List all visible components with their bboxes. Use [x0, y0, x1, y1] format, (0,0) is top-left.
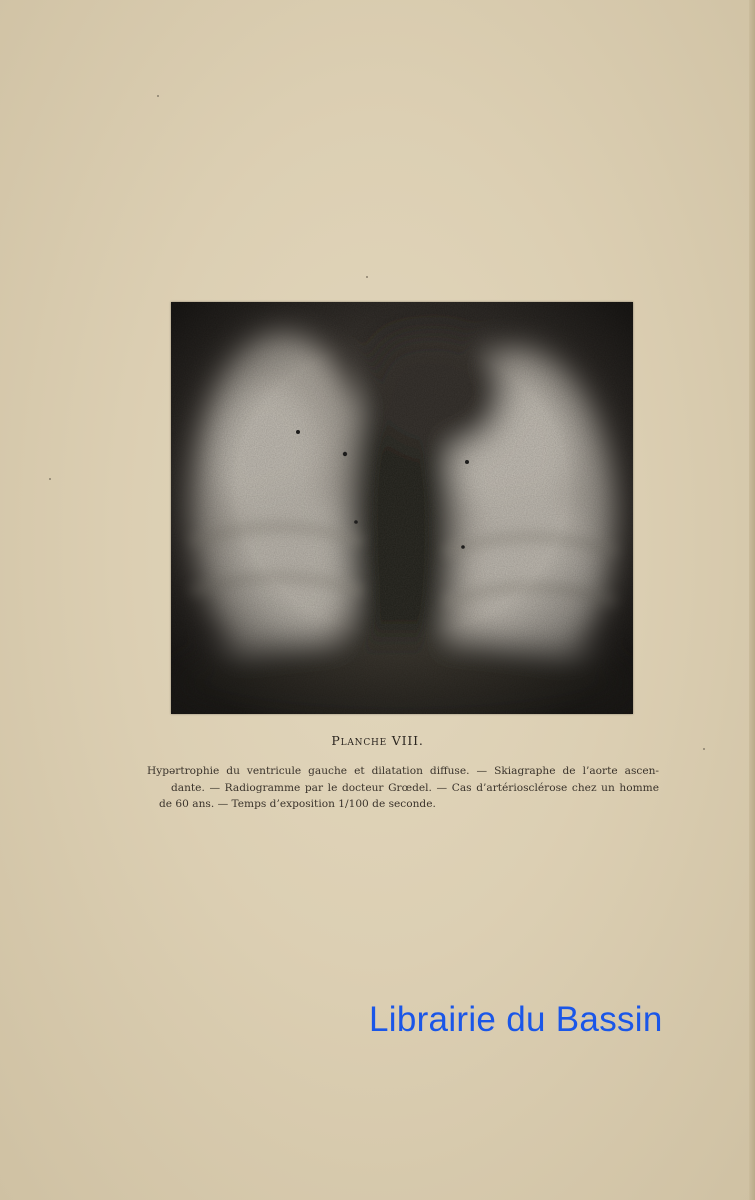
watermark: Librairie du Bassin — [369, 1000, 663, 1039]
page-edge — [749, 0, 755, 1200]
radiograph-plate — [171, 302, 633, 714]
caption-line: dante. — Radiogramme par le docteur Grœdel. — Cas d’artériosclérose chez un homme — [171, 781, 659, 794]
radiograph-image — [171, 302, 633, 714]
caption-line: de 60 ans. — Temps d’exposition 1/100 de seconde. — [159, 798, 436, 810]
plate-caption — [147, 763, 659, 813]
plate-title: Planche VIII. — [331, 733, 424, 748]
paper-speck — [49, 478, 51, 480]
caption-line: Hypərtrophie du ventricule gauche et dilatation diffuse. — Skiagraphe de l’aorte ascen- — [147, 765, 659, 777]
paper-speck — [366, 276, 368, 278]
paper-speck — [157, 95, 159, 97]
paper-speck — [703, 748, 705, 750]
